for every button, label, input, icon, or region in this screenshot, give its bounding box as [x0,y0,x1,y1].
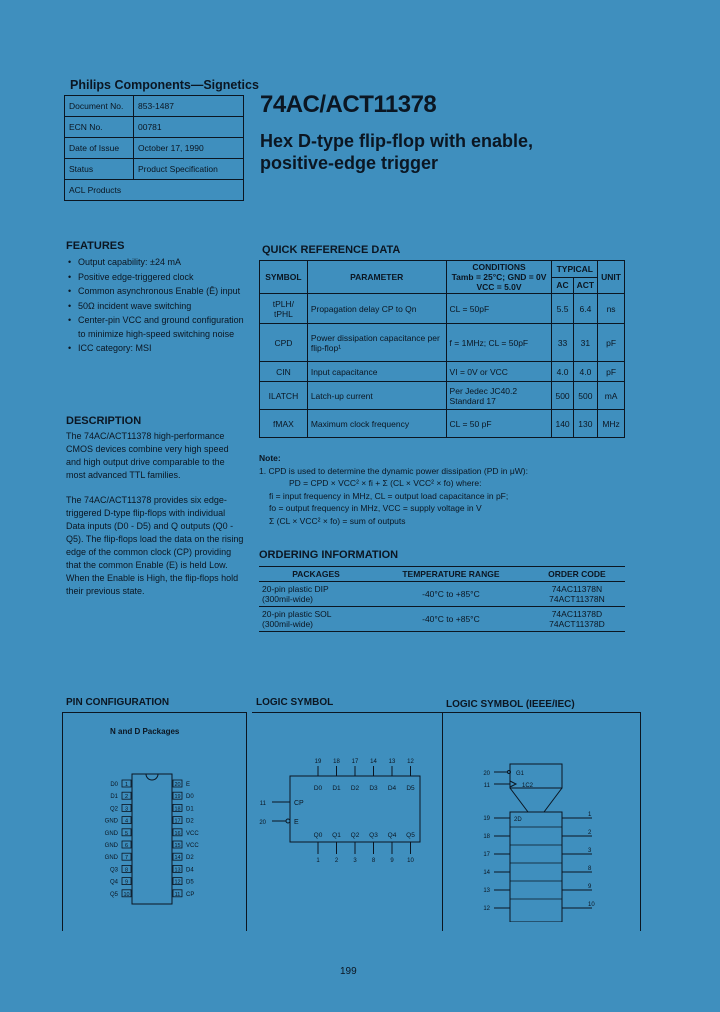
top-pin-number: 19 [314,759,322,765]
qrd-act: 6.4 [573,294,597,324]
ieee-neck-left [510,788,528,812]
qrd-conditions-line: VCC = 5.0V [476,282,522,292]
pin-number: 18 [174,806,181,813]
qrd-parameter: Latch-up current [307,382,446,410]
ieee-output-pin: 1 [588,812,592,818]
company-header: Philips Components—Signetics [70,78,259,92]
pin-number: 19 [174,794,181,801]
ieee-input-pin: 17 [483,852,490,858]
ieee-c-label: 1C2 [522,783,534,789]
qrd-col-typical: TYPICAL [552,261,598,278]
ieee-input-pin: 19 [483,816,490,822]
table-row [259,607,625,632]
feature-item: • 50Ω incident wave switching [66,300,246,314]
ordering-col-packages: PACKAGES [259,567,373,582]
qrd-col-symbol: SYMBOL [260,261,308,294]
pin-name: D0 [110,782,118,788]
ieee-output-pin: 3 [588,848,592,854]
pin-name: VCC [186,830,199,837]
ieee-storage-block [510,812,562,922]
feature-item: • Output capability: ±24 mA [66,256,246,270]
pin-name: E [186,782,191,788]
pin-number: 8 [124,867,129,874]
pin-name: GND [104,830,118,837]
doc-info-value: 00781 [134,117,244,138]
pin-number: 6 [124,843,129,849]
q-label: Q5 [406,832,415,839]
quick-reference-table [259,260,625,438]
ordering-table [259,566,625,632]
logic-symbol-diagram [252,712,442,922]
description-body [66,430,246,610]
pin-name: D2 [186,818,194,825]
q-label: Q2 [350,832,360,839]
bottom-pin-number: 2 [334,858,339,864]
ieee-symbol-heading: LOGIC SYMBOL (IEEE/IEC) [446,699,575,710]
qrd-symbol: CPD [260,324,308,362]
pin-number: 15 [174,843,181,849]
bottom-pin-number: 8 [371,858,376,864]
ordering-package-width: (300mil-wide) [262,619,314,629]
qrd-parameter: Propagation delay CP to Qn [307,294,446,324]
ordering-heading: ORDERING INFORMATION [259,549,399,561]
ic-notch [146,774,158,780]
ordering-code: 74AC11378N [551,584,603,594]
pin-name: D1 [186,806,194,813]
ieee-g-pin: 20 [483,771,490,777]
ordering-col-temp: TEMPERATURE RANGE [373,567,529,582]
g1-bubble [508,771,511,774]
pin-number: 1 [124,782,129,788]
qrd-ac: 33 [552,324,573,362]
table-row [259,582,625,607]
ordering-temp: -40°C to +85°C [373,607,529,632]
pin-number: 4 [124,818,129,825]
qrd-ac: 140 [552,410,573,438]
pin-name: CP [186,891,195,898]
q-label: Q4 [387,832,397,839]
ieee-symbol-diagram [442,712,640,922]
pin-name: D5 [186,879,194,886]
feature-item: • ICC category: MSI [66,342,246,356]
note-line: PD = CPD × VCC² × fi + Σ (CL × VCC² × fo) where: [289,478,482,488]
table-row [260,410,625,438]
qrd-conditions: Per Jedec JC40.2 Standard 17 [446,382,552,410]
qrd-conditions: VI = 0V or VCC [446,362,552,382]
d-label: D5 [406,785,415,792]
ieee-g-label: G1 [516,771,525,777]
ieee-input-pin: 18 [483,834,490,840]
pin-name: D4 [186,867,194,874]
pin-number: 11 [174,891,181,898]
qrd-note [259,452,625,527]
qrd-parameter: Power dissipation capacitance per flip-flop¹ [307,324,446,362]
ieee-output-pin: 8 [588,866,592,872]
ordering-package-width: (300mil-wide) [262,594,314,604]
features-list [66,256,246,357]
ieee-c-pin: 11 [483,783,490,789]
pin-config-heading: PIN CONFIGURATION [66,697,170,708]
pin-config-subtitle: N and D Packages [110,727,180,736]
qrd-ac: 5.5 [552,294,573,324]
ordering-package: 20-pin plastic SOL [262,609,332,619]
qrd-conditions-title: CONDITIONS [472,262,526,272]
d-label: D3 [369,785,378,792]
bottom-pin-number: 1 [316,858,320,864]
ordering-code: 74ACT11378N [549,594,605,604]
table-row [260,324,625,362]
qrd-symbol: fMAX [260,410,308,438]
top-pin-number: 18 [333,759,340,765]
product-line: ACL Products [65,180,244,201]
pin-name: VCC [186,843,199,849]
pin-number: 13 [174,867,181,874]
clock-triangle-icon [510,781,516,787]
doc-info-label: Document No. [65,96,134,117]
logic-symbol-heading: LOGIC SYMBOL [256,697,334,708]
q-label: Q3 [369,832,378,839]
ordering-code: 74AC11378D [551,609,603,619]
ordering-temp: -40°C to +85°C [373,582,529,607]
doc-info-label: ECN No. [65,117,134,138]
qrd-unit: pF [598,324,625,362]
pin-name: Q4 [109,879,118,886]
cp-label: CP [294,800,304,807]
description-paragraph: The 74AC/ACT11378 provides six edge-triggered D-type flip-flops with individual Data inputs (D0 - D5) and Q outputs (Q0 - Q5). The flip-flops load the data on the rising edge of the common clock (CP) providing that the common Enable (E) is held Low. When the Enable is High, the flip-flops hold their previous state. [66,495,244,596]
d-label: D1 [332,785,341,792]
qrd-act: 130 [573,410,597,438]
qrd-col-ac: AC [552,277,573,294]
e-label: E [294,819,299,826]
feature-item: • Center-pin VCC and ground configuration to minimize high-speed switching noise [66,314,246,341]
pin-number: 3 [124,806,129,813]
doc-info-value: October 17, 1990 [134,138,244,159]
note-line: fo = output frequency in MHz, VCC = supply voltage in V [269,503,482,513]
pin-name: D0 [186,794,194,801]
ieee-output-pin: 9 [588,884,592,890]
qrd-parameter: Maximum clock frequency [307,410,446,438]
doc-info-label: Status [65,159,134,180]
qrd-ac: 4.0 [552,362,573,382]
ordering-code: 74ACT11378D [549,619,605,629]
feature-item: • Positive edge-triggered clock [66,271,246,285]
qrd-unit: MHz [598,410,625,438]
top-pin-number: 14 [370,759,377,765]
pin-number: 10 [123,891,130,898]
ordering-package: 20-pin plastic DIP [262,584,329,594]
document-info-table [64,95,244,201]
note-line: fi = input frequency in MHz, CL = output load capacitance in pF; [269,490,509,501]
note-line: 1. CPD is used to determine the dynamic power dissipation (PD in μW): [259,465,528,476]
qrd-unit: pF [598,362,625,382]
ordering-col-code: ORDER CODE [529,567,625,582]
note-line: Σ (CL × VCC² × fo) = sum of outputs [269,515,406,526]
feature-item: • Common asynchronous Enable (Ē) input [66,285,246,299]
qrd-parameter: Input capacitance [307,362,446,382]
doc-info-value: 853-1487 [134,96,244,117]
ieee-d-label: 2D [514,817,522,823]
pin-name: GND [104,843,118,849]
pin-number: 14 [174,855,181,862]
qrd-ac: 500 [552,382,573,410]
pin-name: Q5 [109,891,118,898]
ieee-output-pin: 10 [588,902,595,908]
top-pin-number: 12 [407,759,414,765]
qrd-col-conditions [446,261,552,294]
note-title: Note: [259,453,281,463]
qrd-act: 4.0 [573,362,597,382]
pin-number: 20 [174,782,181,788]
doc-info-value: Product Specification [134,159,244,180]
description-paragraph: The 74AC/ACT11378 high-performance CMOS devices combine very high speed and high output drive comparable to the most advanced TTL families. [66,431,229,480]
qrd-heading: QUICK REFERENCE DATA [262,244,401,256]
ieee-input-pin: 14 [483,870,490,876]
top-pin-number: 13 [388,759,396,765]
description-heading: DESCRIPTION [66,415,142,427]
qrd-conditions: f = 1MHz; CL = 50pF [446,324,552,362]
qrd-symbol: tPLH/ tPHL [260,294,308,324]
pin-name: Q2 [109,806,118,813]
pin-name: GND [104,855,118,862]
qrd-act: 500 [573,382,597,410]
pin-config-diagram [62,712,252,922]
part-description-title: Hex D-type flip-flop with enable, positive-edge trigger [260,131,534,173]
part-number-title: 74AC/ACT11378 [260,91,437,118]
q-label: Q1 [332,832,341,839]
pin-number: 5 [124,830,129,837]
pin-name: Q3 [109,867,118,874]
pin-name: D1 [110,794,118,801]
d-label: D2 [350,785,360,792]
table-row [260,382,625,410]
bottom-pin-number: 9 [390,858,394,864]
doc-info-label: Date of Issue [65,138,134,159]
q-label: Q0 [313,832,323,839]
ieee-neck-right [544,788,562,812]
e-inversion-bubble [286,819,290,823]
pin-number: 2 [124,794,129,801]
qrd-col-unit: UNIT [598,261,625,294]
bottom-pin-number: 3 [353,858,357,864]
ieee-input-pin: 13 [483,888,490,894]
qrd-conditions-line: Tamb = 25°C; GND = 0V [451,272,547,282]
qrd-conditions: CL = 50 pF [446,410,552,438]
d-label: D0 [313,785,323,792]
qrd-act: 31 [573,324,597,362]
qrd-col-act: ACT [573,277,597,294]
ieee-output-pin: 2 [588,830,592,836]
table-row [260,294,625,324]
e-pin-number: 20 [259,820,266,826]
ieee-input-pin: 12 [483,906,490,912]
pin-number: 17 [174,818,181,825]
pin-name: D2 [186,855,194,862]
bottom-pin-number: 10 [407,858,414,864]
qrd-unit: ns [598,294,625,324]
qrd-symbol: CIN [260,362,308,382]
pin-number: 12 [174,879,181,886]
table-row [260,362,625,382]
page-number: 199 [340,966,357,977]
qrd-unit: mA [598,382,625,410]
qrd-conditions: CL = 50pF [446,294,552,324]
top-pin-number: 17 [351,759,359,765]
features-heading: FEATURES [66,240,125,252]
pin-number: 9 [124,879,129,886]
qrd-col-parameter: PARAMETER [307,261,446,294]
cp-pin-number: 11 [259,801,266,807]
d-label: D4 [387,785,397,792]
qrd-symbol: ILATCH [260,382,308,410]
pin-number: 16 [174,830,181,837]
pin-number: 7 [124,855,129,862]
ic-package-outline [132,774,172,904]
pin-name: GND [104,818,118,825]
